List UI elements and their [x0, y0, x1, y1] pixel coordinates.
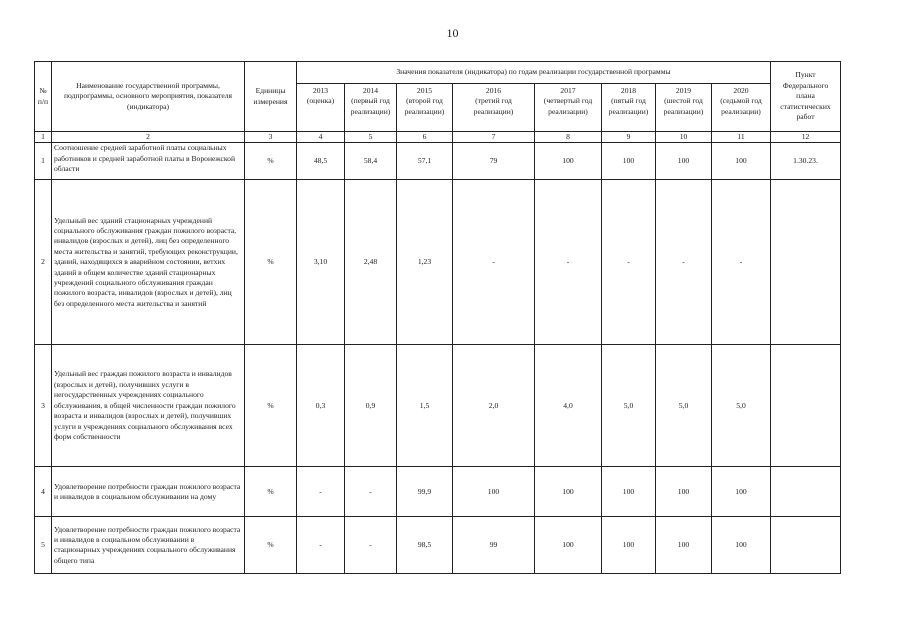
year-value: 1,5 — [397, 345, 453, 467]
year-label: 2016 — [485, 86, 502, 95]
year-value: 100 — [656, 143, 712, 180]
header-values-group: Значения показателя (индикатора) по годам реализации государственной программы — [297, 62, 771, 84]
year-value: 3,10 — [297, 180, 345, 345]
table-row — [35, 180, 841, 345]
year-note: (четвертый год реализации) — [543, 96, 593, 116]
year-value: 100 — [535, 143, 602, 180]
column-number: 5 — [345, 132, 397, 143]
header-year-2015 — [397, 84, 453, 132]
year-note: (второй год реализации) — [404, 96, 445, 116]
unit: % — [245, 467, 297, 517]
unit: % — [245, 180, 297, 345]
year-value: - — [656, 180, 712, 345]
column-number: 12 — [771, 132, 841, 143]
row-number: 5 — [35, 517, 52, 574]
header-year-2018 — [602, 84, 656, 132]
header-year-2020 — [712, 84, 771, 132]
year-label: 2019 — [675, 86, 692, 95]
unit: % — [245, 143, 297, 180]
column-number: 7 — [453, 132, 535, 143]
year-label: 2017 — [560, 86, 576, 95]
indicator-name: Удовлетворение потребности граждан пожилого возраста и инвалидов в социальном обслуживании в стационарных учреждениях социального обслуживания общего типа — [52, 517, 245, 574]
column-number: 11 — [712, 132, 771, 143]
table-row — [35, 143, 841, 180]
table-row — [35, 345, 841, 467]
header-name: Наименование государственной программы, подпрограммы, основного мероприятия, показателя (индикатора) — [52, 62, 245, 132]
header-year-2017 — [535, 84, 602, 132]
year-value: 0,3 — [297, 345, 345, 467]
year-value: 2,48 — [345, 180, 397, 345]
indicator-name: Удовлетворение потребности граждан пожилого возраста и инвалидов в социальном обслуживании на дому — [52, 467, 245, 517]
year-value: 100 — [712, 517, 771, 574]
year-value: 100 — [535, 467, 602, 517]
year-value: 4,0 — [535, 345, 602, 467]
header-num: № п/п — [35, 62, 52, 132]
column-number: 9 — [602, 132, 656, 143]
year-value: - — [297, 517, 345, 574]
year-label: 2015 — [416, 86, 433, 95]
year-value: - — [712, 180, 771, 345]
year-value: 100 — [602, 517, 656, 574]
indicator-name: Удельный вес граждан пожилого возраста и инвалидов (взрослых и детей), получивших услуги в негосударственных учреждениях социального обслуживания, в общей численности граждан пожилого возраста и инвалидов (взрослых и детей), получивших услуги в учреждениях социального обслуживания всех форм собственности — [52, 345, 245, 467]
year-value: 1,23 — [397, 180, 453, 345]
year-note: (шестой год реализации) — [663, 96, 704, 116]
header-fed-plan: Пункт Федерального плана статистических работ — [771, 62, 841, 132]
column-number: 10 — [656, 132, 712, 143]
table-row — [35, 517, 841, 574]
column-number: 8 — [535, 132, 602, 143]
header-unit: Единицы измерения — [245, 62, 297, 132]
row-number: 3 — [35, 345, 52, 467]
year-value: 100 — [453, 467, 535, 517]
year-note: (третий год реализации) — [473, 96, 514, 116]
year-value: 100 — [535, 517, 602, 574]
year-value: 58,4 — [345, 143, 397, 180]
fed-plan-item — [771, 345, 841, 467]
column-number: 6 — [397, 132, 453, 143]
table-row — [35, 467, 841, 517]
column-number: 1 — [35, 132, 52, 143]
header-year-2013 — [297, 84, 345, 132]
indicator-name: Соотношение средней заработной платы социальных работников и средней заработной платы в Воронежской области — [52, 143, 245, 180]
fed-plan-item — [771, 517, 841, 574]
year-value: 79 — [453, 143, 535, 180]
year-label: 2018 — [620, 86, 637, 95]
year-value: - — [297, 467, 345, 517]
year-value: 99 — [453, 517, 535, 574]
year-value: - — [345, 467, 397, 517]
year-value: 0,9 — [345, 345, 397, 467]
header-year-2016 — [453, 84, 535, 132]
year-value: 5,0 — [602, 345, 656, 467]
header-year-2014 — [345, 84, 397, 132]
fed-plan-item — [771, 467, 841, 517]
indicator-name: Удельный вес зданий стационарных учреждений социального обслуживания граждан пожилого возраста, инвалидов (взрослых и детей), лиц без определенного места жительства и занятий, требующих реконструкции, зданий, находящихся в аварийном состоянии, ветхих зданий в общем количестве зданий стационарных учреждений социального обслуживания граждан пожилого возраста, инвалидов (взрослых и детей), лиц без определенного места жительства и занятий — [52, 180, 245, 345]
column-number: 4 — [297, 132, 345, 143]
year-value: - — [602, 180, 656, 345]
year-note: (оценка) — [306, 96, 335, 106]
year-note: (седьмой год реализации) — [720, 96, 762, 116]
unit: % — [245, 345, 297, 467]
row-number: 2 — [35, 180, 52, 345]
year-value: 5,0 — [712, 345, 771, 467]
row-number: 4 — [35, 467, 52, 517]
year-note: (первый год реализации) — [350, 96, 391, 116]
year-note: (пятый год реализации) — [608, 96, 649, 116]
fed-plan-item — [771, 180, 841, 345]
column-number: 3 — [245, 132, 297, 143]
year-value: 100 — [656, 467, 712, 517]
year-value: 98,5 — [397, 517, 453, 574]
year-value: 100 — [712, 143, 771, 180]
year-label: 2013 — [312, 86, 329, 95]
year-value: 100 — [602, 143, 656, 180]
unit: % — [245, 517, 297, 574]
year-value: 57,1 — [397, 143, 453, 180]
row-number: 1 — [35, 143, 52, 180]
indicators-table — [34, 61, 841, 574]
column-number: 2 — [52, 132, 245, 143]
year-label: 2014 — [362, 86, 379, 95]
year-value: - — [345, 517, 397, 574]
year-value: 100 — [602, 467, 656, 517]
year-value: - — [535, 180, 602, 345]
year-value: 100 — [712, 467, 771, 517]
year-value: 5,0 — [656, 345, 712, 467]
page-number: 10 — [446, 26, 459, 40]
header-year-2019 — [656, 84, 712, 132]
year-label: 2020 — [733, 86, 749, 95]
year-value: 48,5 — [297, 143, 345, 180]
year-value: - — [453, 180, 535, 345]
year-value: 99,9 — [397, 467, 453, 517]
year-value: 100 — [656, 517, 712, 574]
year-value: 2,0 — [453, 345, 535, 467]
fed-plan-item: 1.30.23. — [771, 143, 841, 180]
